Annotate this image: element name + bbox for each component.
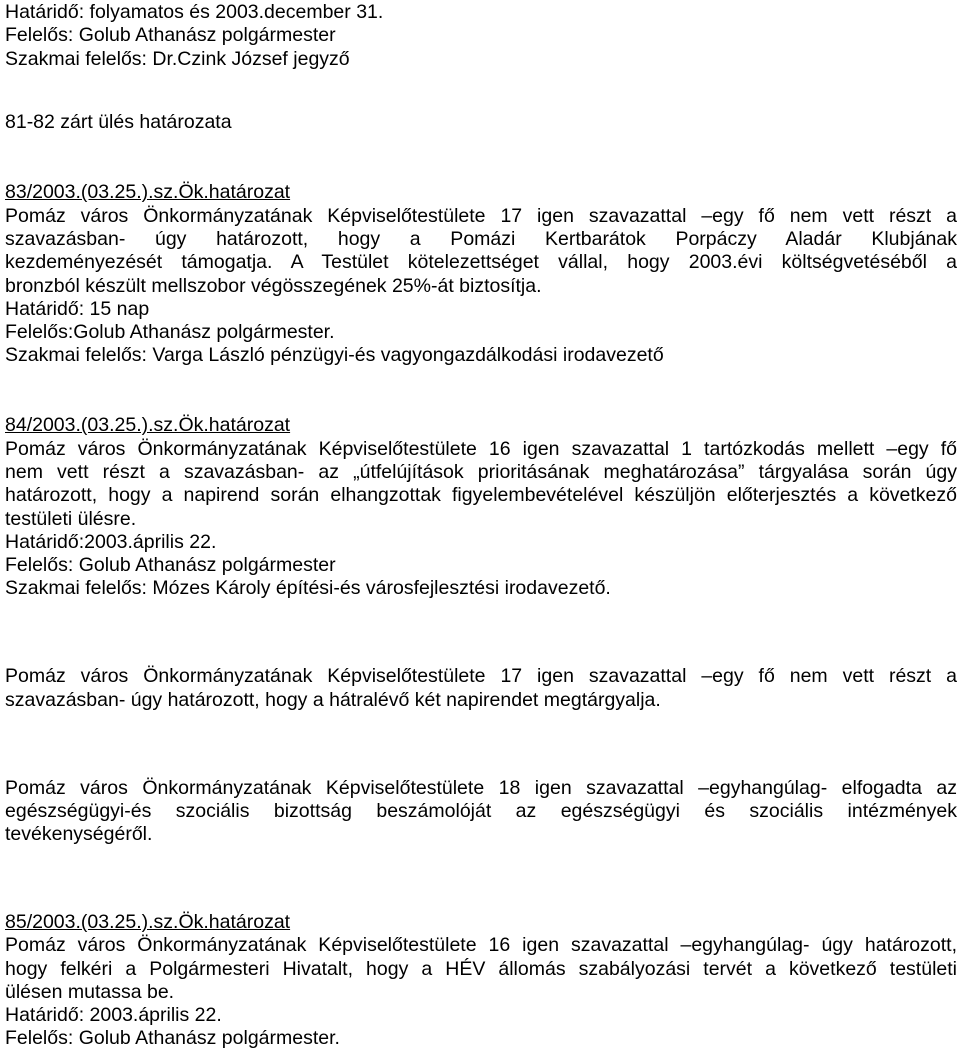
spacer (5, 601, 957, 648)
spacer (5, 368, 957, 415)
resolution-text-line: nem vett részt a szavazásban- az „útfelújítások prioritásának meghatározása” tárgyalása során úgy (5, 460, 957, 483)
paragraph-health-report (5, 777, 957, 847)
paragraph-line: Pomáz város Önkormányzatának Képviselőtestülete 17 igen szavazattal –egy fő nem vett részt a (5, 665, 957, 688)
resolution-text-line: testületi ülésre. (5, 507, 137, 530)
spacer (5, 135, 957, 182)
resolution-text-line: bronzból készült mellszobor végösszegének 25%-át biztosítja. (5, 274, 542, 297)
resolution-text-line: Pomáz város Önkormányzatának Képviselőtestülete 17 igen szavazattal –egy fő nem vett részt a (5, 204, 957, 227)
resolution-number: 84/2003.(03.25.).sz.Ök.határozat (5, 414, 291, 437)
resolution-85 (5, 911, 957, 1051)
resolution-text-line: hogy felkéri a Polgármesteri Hivatalt, hogy a HÉV állomás szabályozási tervét a következő testületi (5, 957, 957, 980)
professional-responsible-line: Szakmai felelős: Dr.Czink József jegyző (5, 47, 350, 70)
resolution-84 (5, 414, 957, 600)
resolution-text-line: szavazásban- úgy határozott, hogy a Pomázi Kertbarátok Porpáczy Aladár Klubjának (5, 227, 957, 250)
paragraph-agenda (5, 665, 957, 712)
paragraph-line: szavazásban- úgy határozott, hogy a hátralévő két napirendet megtárgyalja. (5, 688, 661, 711)
resolution-number: 85/2003.(03.25.).sz.Ök.határozat (5, 910, 291, 933)
responsible-line: Felelős:Golub Athanász polgármester. (5, 321, 335, 344)
deadline-line: Határidő: 2003.április 22. (5, 1004, 222, 1027)
responsible-line: Felelős: Golub Athanász polgármester (5, 24, 336, 47)
resolution-number: 83/2003.(03.25.).sz.Ök.határozat (5, 181, 291, 204)
deadline-line: Határidő:2003.április 22. (5, 530, 217, 553)
resolution-text-line: ülésen mutassa be. (5, 980, 175, 1003)
spacer (5, 71, 957, 118)
professional-responsible-line: Szakmai felelős: Mózes Károly építési-és városfejlesztési irodavezető. (5, 577, 611, 600)
resolution-text-line: kezdeményezését támogatja. A Testület kötelezettséget vállal, hogy 2003.évi költségvetéséből a (5, 251, 957, 274)
paragraph-line: egészségügyi-és szociális bizottság beszámolóját az egészségügyi és szociális intézmények (5, 799, 957, 822)
resolution-83 (5, 181, 957, 367)
resolution-text-line: határozott, hogy a napirend során elhangzottak figyelembevételével készüljön előterjesztés a következő (5, 484, 957, 507)
header-block (5, 0, 957, 71)
responsible-line: Felelős: Golub Athanász polgármester. (5, 1027, 340, 1050)
spacer (5, 846, 957, 893)
professional-responsible-line: Szakmai felelős: Varga László pénzügyi-és vagyongazdálkodási irodavezető (5, 344, 664, 367)
paragraph-line: tevékenységéről. (5, 823, 153, 846)
deadline-line: Határidő: folyamatos és 2003.december 31. (5, 1, 384, 23)
responsible-line: Felelős: Golub Athanász polgármester (5, 554, 336, 577)
resolution-text-line: Pomáz város Önkormányzatának Képviselőtestülete 16 igen szavazattal 1 tartózkodás mellett –egy fő (5, 437, 957, 460)
closed-session-line: 81-82 zárt ülés határozata (5, 111, 232, 134)
resolution-text-line: Pomáz város Önkormányzatának Képviselőtestülete 16 igen szavazattal –egyhangúlag- úgy határozott, (5, 934, 957, 957)
spacer (5, 712, 957, 759)
paragraph-line: Pomáz város Önkormányzatának Képviselőtestülete 18 igen szavazattal –egyhangúlag- elfogadta az (5, 776, 957, 799)
deadline-line: Határidő: 15 nap (5, 297, 150, 320)
